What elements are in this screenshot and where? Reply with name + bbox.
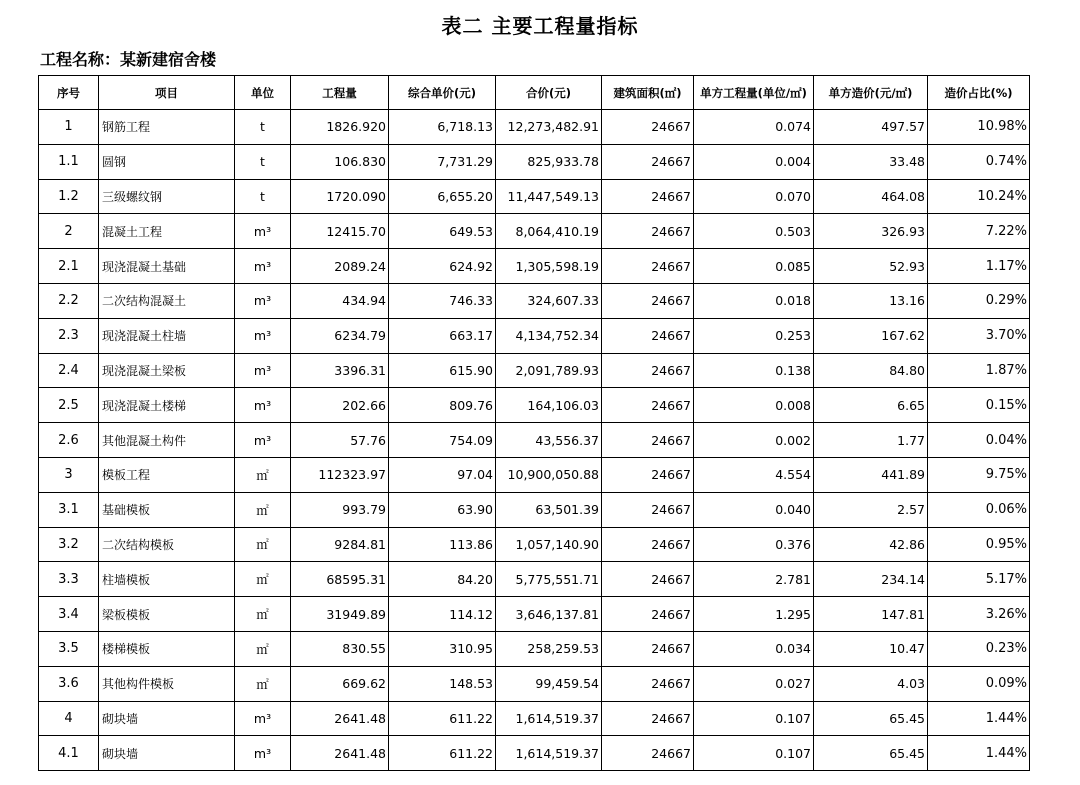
cell-unit: m³	[235, 318, 291, 353]
cell-building-area: 24667	[602, 562, 694, 597]
cell-quantity: 68595.31	[291, 562, 389, 597]
cell-item: 梁板模板	[99, 597, 235, 632]
cell-unit: ㎡	[235, 597, 291, 632]
cell-seq: 1	[39, 110, 99, 145]
cell-unit-price: 615.90	[389, 353, 496, 388]
cell-item: 其他构件模板	[99, 666, 235, 701]
cell-unit: m³	[235, 214, 291, 249]
cell-seq: 3.2	[39, 527, 99, 562]
table-body	[39, 110, 1030, 771]
cell-total: 258,259.53	[496, 631, 602, 666]
header-building-area: 建筑面积(㎡)	[602, 76, 694, 110]
table-row	[39, 318, 1030, 353]
cell-quantity: 2641.48	[291, 701, 389, 736]
cell-item: 混凝土工程	[99, 214, 235, 249]
cell-unit-price: 611.22	[389, 701, 496, 736]
cell-unit: m³	[235, 701, 291, 736]
cell-cost-ratio: 0.23%	[928, 631, 1030, 666]
cell-total: 324,607.33	[496, 283, 602, 318]
cell-quantity: 669.62	[291, 666, 389, 701]
header-unit: 单位	[235, 76, 291, 110]
cell-unit-price: 113.86	[389, 527, 496, 562]
table-header-row	[39, 76, 1030, 110]
table-row	[39, 457, 1030, 492]
cell-item: 模板工程	[99, 457, 235, 492]
cell-total: 2,091,789.93	[496, 353, 602, 388]
cell-unit-quantity: 2.781	[694, 562, 814, 597]
cell-unit: ㎡	[235, 527, 291, 562]
cell-unit-quantity: 0.008	[694, 388, 814, 423]
cell-cost-ratio: 0.74%	[928, 144, 1030, 179]
table-row	[39, 423, 1030, 458]
cell-unit: m³	[235, 249, 291, 284]
cell-seq: 3.4	[39, 597, 99, 632]
cell-item: 其他混凝土构件	[99, 423, 235, 458]
cell-building-area: 24667	[602, 110, 694, 145]
cell-quantity: 202.66	[291, 388, 389, 423]
cell-cost-ratio: 0.15%	[928, 388, 1030, 423]
cell-unit-quantity: 0.034	[694, 631, 814, 666]
cell-building-area: 24667	[602, 701, 694, 736]
cell-unit-price: 6,655.20	[389, 179, 496, 214]
cell-unit-cost: 4.03	[814, 666, 928, 701]
cell-building-area: 24667	[602, 179, 694, 214]
cell-cost-ratio: 5.17%	[928, 562, 1030, 597]
cell-unit-price: 97.04	[389, 457, 496, 492]
cell-unit-quantity: 0.503	[694, 214, 814, 249]
table-row	[39, 701, 1030, 736]
cell-total: 12,273,482.91	[496, 110, 602, 145]
cell-unit-cost: 13.16	[814, 283, 928, 318]
cell-cost-ratio: 10.24%	[928, 179, 1030, 214]
cell-unit: t	[235, 144, 291, 179]
cell-building-area: 24667	[602, 736, 694, 771]
cell-quantity: 1826.920	[291, 110, 389, 145]
cell-unit-cost: 33.48	[814, 144, 928, 179]
header-total: 合价(元)	[496, 76, 602, 110]
cell-unit-quantity: 0.018	[694, 283, 814, 318]
cell-seq: 3.1	[39, 492, 99, 527]
cell-item: 二次结构混凝土	[99, 283, 235, 318]
cell-building-area: 24667	[602, 249, 694, 284]
cell-unit-price: 754.09	[389, 423, 496, 458]
cell-unit-quantity: 4.554	[694, 457, 814, 492]
cell-unit-price: 310.95	[389, 631, 496, 666]
cell-unit-price: 148.53	[389, 666, 496, 701]
cell-unit-price: 663.17	[389, 318, 496, 353]
cell-unit: t	[235, 110, 291, 145]
header-unit-cost: 单方造价(元/㎡)	[814, 76, 928, 110]
cell-item: 砌块墙	[99, 736, 235, 771]
cell-unit-cost: 42.86	[814, 527, 928, 562]
cell-item: 楼梯模板	[99, 631, 235, 666]
project-name-label: 工程名称：某新建宿舍楼	[40, 50, 217, 69]
cell-unit-price: 809.76	[389, 388, 496, 423]
cell-item: 三级螺纹钢	[99, 179, 235, 214]
cell-unit-price: 6,718.13	[389, 110, 496, 145]
cell-quantity: 112323.97	[291, 457, 389, 492]
cell-unit-quantity: 0.074	[694, 110, 814, 145]
cell-seq: 3	[39, 457, 99, 492]
table-row	[39, 736, 1030, 771]
cell-seq: 2.5	[39, 388, 99, 423]
cell-unit-price: 746.33	[389, 283, 496, 318]
table-row	[39, 527, 1030, 562]
cell-unit-cost: 2.57	[814, 492, 928, 527]
cell-seq: 3.6	[39, 666, 99, 701]
cell-item: 圆钢	[99, 144, 235, 179]
cell-quantity: 3396.31	[291, 353, 389, 388]
cell-total: 8,064,410.19	[496, 214, 602, 249]
cell-unit-price: 114.12	[389, 597, 496, 632]
cell-unit: m³	[235, 388, 291, 423]
table-row	[39, 562, 1030, 597]
cell-unit-cost: 234.14	[814, 562, 928, 597]
cell-item: 柱墙模板	[99, 562, 235, 597]
cell-unit: t	[235, 179, 291, 214]
table-row	[39, 492, 1030, 527]
cell-building-area: 24667	[602, 423, 694, 458]
table-row	[39, 666, 1030, 701]
cell-total: 1,614,519.37	[496, 701, 602, 736]
cell-unit-cost: 10.47	[814, 631, 928, 666]
cell-total: 4,134,752.34	[496, 318, 602, 353]
cell-seq: 4.1	[39, 736, 99, 771]
cell-unit-cost: 65.45	[814, 701, 928, 736]
cell-seq: 1.2	[39, 179, 99, 214]
cell-unit-price: 7,731.29	[389, 144, 496, 179]
cell-unit-quantity: 0.107	[694, 736, 814, 771]
cell-total: 43,556.37	[496, 423, 602, 458]
cell-building-area: 24667	[602, 318, 694, 353]
cell-unit-quantity: 0.070	[694, 179, 814, 214]
cell-total: 1,057,140.90	[496, 527, 602, 562]
cell-item: 现浇混凝土楼梯	[99, 388, 235, 423]
cell-total: 10,900,050.88	[496, 457, 602, 492]
cell-quantity: 1720.090	[291, 179, 389, 214]
cell-cost-ratio: 0.95%	[928, 527, 1030, 562]
cell-cost-ratio: 0.06%	[928, 492, 1030, 527]
table-row	[39, 631, 1030, 666]
cell-cost-ratio: 9.75%	[928, 457, 1030, 492]
cell-unit-quantity: 0.040	[694, 492, 814, 527]
cell-building-area: 24667	[602, 214, 694, 249]
cell-unit-quantity: 1.295	[694, 597, 814, 632]
cell-building-area: 24667	[602, 388, 694, 423]
cell-seq: 2.2	[39, 283, 99, 318]
cell-total: 5,775,551.71	[496, 562, 602, 597]
cell-unit-price: 624.92	[389, 249, 496, 284]
cell-building-area: 24667	[602, 144, 694, 179]
cell-unit-cost: 6.65	[814, 388, 928, 423]
cell-item: 现浇混凝土基础	[99, 249, 235, 284]
cell-quantity: 2641.48	[291, 736, 389, 771]
cell-unit-cost: 147.81	[814, 597, 928, 632]
cell-unit: ㎡	[235, 457, 291, 492]
cell-seq: 2.4	[39, 353, 99, 388]
cell-item: 现浇混凝土梁板	[99, 353, 235, 388]
cell-quantity: 6234.79	[291, 318, 389, 353]
table-row	[39, 249, 1030, 284]
cell-item: 二次结构模板	[99, 527, 235, 562]
cell-item: 现浇混凝土柱墙	[99, 318, 235, 353]
cell-quantity: 9284.81	[291, 527, 389, 562]
cell-quantity: 12415.70	[291, 214, 389, 249]
header-item: 项目	[99, 76, 235, 110]
cell-building-area: 24667	[602, 457, 694, 492]
cell-unit-cost: 52.93	[814, 249, 928, 284]
table-row	[39, 388, 1030, 423]
cell-unit-cost: 326.93	[814, 214, 928, 249]
cell-item: 基础模板	[99, 492, 235, 527]
cell-cost-ratio: 7.22%	[928, 214, 1030, 249]
cell-unit-quantity: 0.004	[694, 144, 814, 179]
cell-item: 砌块墙	[99, 701, 235, 736]
cell-quantity: 830.55	[291, 631, 389, 666]
cell-unit: ㎡	[235, 666, 291, 701]
table-row	[39, 214, 1030, 249]
cell-cost-ratio: 3.70%	[928, 318, 1030, 353]
cell-building-area: 24667	[602, 492, 694, 527]
cell-total: 164,106.03	[496, 388, 602, 423]
cell-seq: 4	[39, 701, 99, 736]
header-unit-quantity: 单方工程量(单位/㎡)	[694, 76, 814, 110]
cell-unit: m³	[235, 353, 291, 388]
cell-total: 11,447,549.13	[496, 179, 602, 214]
cell-item: 钢筋工程	[99, 110, 235, 145]
cell-total: 3,646,137.81	[496, 597, 602, 632]
cell-seq: 2	[39, 214, 99, 249]
cell-total: 825,933.78	[496, 144, 602, 179]
cell-cost-ratio: 1.87%	[928, 353, 1030, 388]
header-seq: 序号	[39, 76, 99, 110]
table-row	[39, 353, 1030, 388]
cell-unit-cost: 167.62	[814, 318, 928, 353]
cell-seq: 3.3	[39, 562, 99, 597]
cell-unit: m³	[235, 283, 291, 318]
cell-total: 1,305,598.19	[496, 249, 602, 284]
cell-cost-ratio: 3.26%	[928, 597, 1030, 632]
cell-unit-price: 649.53	[389, 214, 496, 249]
cell-seq: 2.3	[39, 318, 99, 353]
table-row	[39, 179, 1030, 214]
cell-unit-quantity: 0.376	[694, 527, 814, 562]
page-title: 表二 主要工程量指标	[441, 14, 639, 38]
cell-unit-cost: 1.77	[814, 423, 928, 458]
cell-unit-quantity: 0.138	[694, 353, 814, 388]
cell-quantity: 993.79	[291, 492, 389, 527]
table-row	[39, 144, 1030, 179]
cell-cost-ratio: 1.44%	[928, 736, 1030, 771]
cell-cost-ratio: 1.17%	[928, 249, 1030, 284]
cell-unit: ㎡	[235, 492, 291, 527]
cell-unit: ㎡	[235, 631, 291, 666]
cell-unit-cost: 84.80	[814, 353, 928, 388]
header-quantity: 工程量	[291, 76, 389, 110]
cell-unit-price: 84.20	[389, 562, 496, 597]
cell-unit-price: 611.22	[389, 736, 496, 771]
cell-unit-cost: 497.57	[814, 110, 928, 145]
cell-unit-quantity: 0.107	[694, 701, 814, 736]
cell-unit-cost: 464.08	[814, 179, 928, 214]
cell-total: 63,501.39	[496, 492, 602, 527]
cell-cost-ratio: 10.98%	[928, 110, 1030, 145]
cell-cost-ratio: 0.29%	[928, 283, 1030, 318]
cell-cost-ratio: 0.09%	[928, 666, 1030, 701]
table-row	[39, 283, 1030, 318]
header-cost-ratio: 造价占比(%)	[928, 76, 1030, 110]
cell-total: 99,459.54	[496, 666, 602, 701]
cell-quantity: 2089.24	[291, 249, 389, 284]
header-unit-price: 综合单价(元)	[389, 76, 496, 110]
cell-unit-price: 63.90	[389, 492, 496, 527]
cell-seq: 1.1	[39, 144, 99, 179]
cell-unit-quantity: 0.085	[694, 249, 814, 284]
cell-building-area: 24667	[602, 353, 694, 388]
cell-cost-ratio: 0.04%	[928, 423, 1030, 458]
cell-seq: 2.1	[39, 249, 99, 284]
cell-quantity: 106.830	[291, 144, 389, 179]
cell-building-area: 24667	[602, 597, 694, 632]
cell-total: 1,614,519.37	[496, 736, 602, 771]
cell-unit-cost: 441.89	[814, 457, 928, 492]
cell-unit-quantity: 0.027	[694, 666, 814, 701]
cell-quantity: 31949.89	[291, 597, 389, 632]
cell-building-area: 24667	[602, 666, 694, 701]
cell-seq: 2.6	[39, 423, 99, 458]
cell-unit: ㎡	[235, 562, 291, 597]
cell-unit-quantity: 0.253	[694, 318, 814, 353]
cell-quantity: 434.94	[291, 283, 389, 318]
cell-quantity: 57.76	[291, 423, 389, 458]
cell-unit-quantity: 0.002	[694, 423, 814, 458]
cell-cost-ratio: 1.44%	[928, 701, 1030, 736]
cell-building-area: 24667	[602, 631, 694, 666]
cell-seq: 3.5	[39, 631, 99, 666]
cell-building-area: 24667	[602, 527, 694, 562]
cell-unit: m³	[235, 736, 291, 771]
quantity-index-table	[38, 75, 1030, 771]
cell-unit: m³	[235, 423, 291, 458]
table-row	[39, 110, 1030, 145]
table-row	[39, 597, 1030, 632]
cell-unit-cost: 65.45	[814, 736, 928, 771]
cell-building-area: 24667	[602, 283, 694, 318]
